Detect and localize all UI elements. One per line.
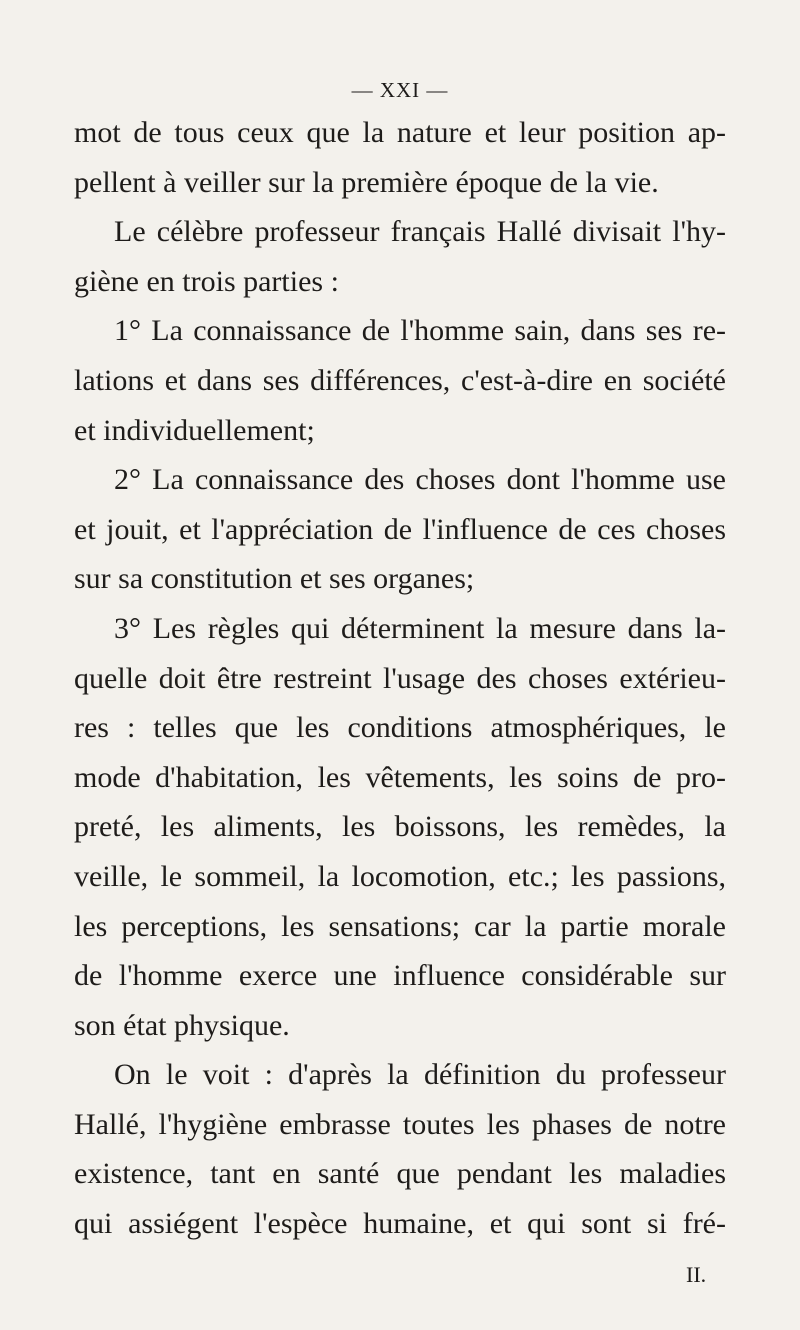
text-line: On le voit : d'après la définition du professeur [114,1058,726,1092]
text-line: veille, le sommeil, la locomotion, etc.; les passions, [74,859,726,893]
text-line: mode d'habitation, les vêtements, les soins de pro- [74,760,726,794]
text-line: sur sa constitution et ses organes; [74,562,475,596]
text-line: giène en trois parties : [74,264,339,298]
signature-mark: II. [686,1262,707,1287]
text-line: lations et dans ses différences, c'est-à-dire en société [74,363,726,397]
text-line: Hallé, l'hygiène embrasse toutes les phases de notre [74,1107,726,1141]
text-line: preté, les aliments, les boissons, les remèdes, la [74,810,726,844]
text-line: Le célèbre professeur français Hallé divisait l'hy- [114,215,726,249]
text-line: 2° La connaissance des choses dont l'homme use [114,463,726,497]
text-line: qui assiégent l'espèce humaine, et qui sont si fré- [74,1207,726,1241]
text-line: son état physique. [74,1008,290,1042]
text-line: existence, tant en santé que pendant les maladies [74,1157,726,1191]
text-line: quelle doit être restreint l'usage des choses extérieu- [74,661,726,695]
running-head: — XXI — [351,78,449,102]
body-text [74,108,726,1249]
text-line: res : telles que les conditions atmosphériques, le [74,711,726,745]
text-line: 3° Les règles qui déterminent la mesure dans la- [114,611,726,645]
text-line: et jouit, et l'appréciation de l'influence de ces choses [74,512,726,546]
text-line: mot de tous ceux que la nature et leur position ap- [74,116,726,149]
text-line: et individuellement; [74,413,315,447]
text-line: de l'homme exerce une influence considérable sur [74,959,726,993]
text-line: pellent à veiller sur la première époque de la vie. [74,165,659,199]
text-line: 1° La connaissance de l'homme sain, dans ses re- [114,314,726,348]
text-line: les perceptions, les sensations; car la partie morale [74,909,726,943]
